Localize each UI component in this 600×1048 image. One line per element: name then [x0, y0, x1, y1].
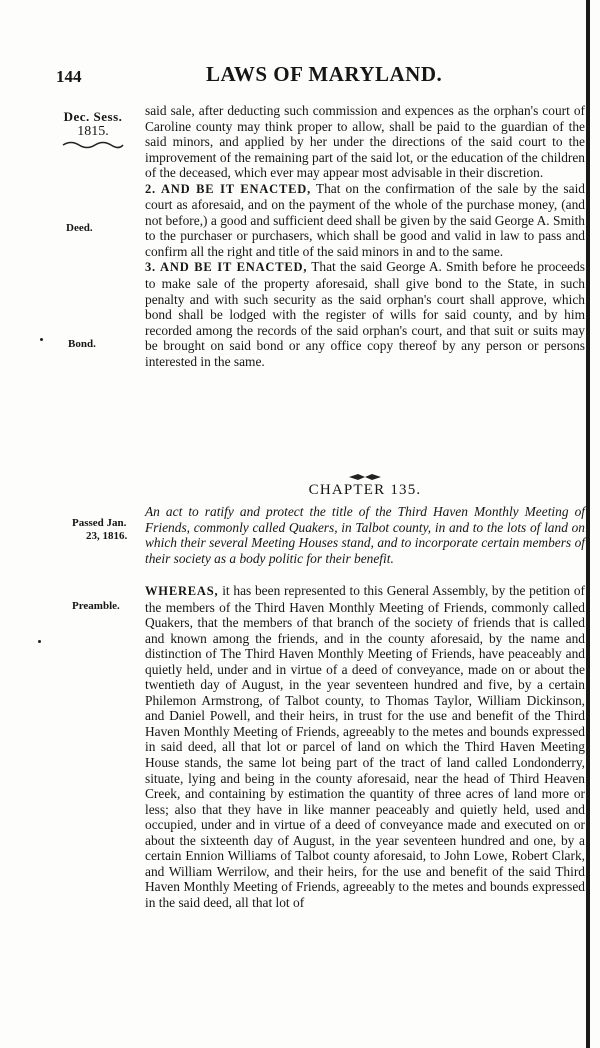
preamble-text: it has been represented to this General Assembly, by the petition of the members of the Third Haven Monthly Meeting of Friends, commonly called Quakers, that the members of that branch of the society of friends that is called and known among the friends, and in the county aforesaid, by the name and distinction of The Third Haven Monthly Meeting of Friends, have peaceably and quietly held, under and in virtue of a deed of conveyance, made on or about the twentieth day of August, in the year seventeen hundred and five, by a certain Philemon Armstrong, of Talbot county, to Thomas Taylor, William Dickinson, and Daniel Powell, and their heirs, in trust for the use and benefit of the Third Haven Monthly Meeting of Friends, agreeably to the metes and bounds expressed in said deed, all that lot or parcel of land on which the Third Haven Meeting House stands, the same lot being part of the tract of land called Londonderry, situate, lying and being in the county aforesaid, near the head of Third Heaven Creek, and containing by estimation the quantity of three acres of land more or less; also that they have in like manner peaceably and quietly held, used and occupied, under and in virtue of a deed of conveyance made and executed on or about the sixteenth day of August, in the year seventeen hundred and one, by a certain Ennion Williams of Talbot county aforesaid, to John Lowe, Robert Clark, and William Werrilow, and their heirs, for the use and benefit of the said Third Haven Monthly Meeting of Friends, agreeably to the metes and bounds expressed in the said deed, all that lot of [145, 583, 585, 910]
ink-speck [40, 338, 43, 341]
continuation-paragraph: said sale, after deducting such commission and expences as the orphan's court of Caroline county may think proper to allow, shall be paid to the guardian of the said minors, and applied by her under the directions of the said court to the improvement of the remaining part of the said lot, or the education of the children of the deceased, which ever may appear most advisable in their discretion. [145, 103, 585, 181]
page-number: 144 [56, 67, 82, 86]
passed-line2: 23, 1816. [86, 530, 128, 542]
margin-note-passed [72, 517, 156, 543]
page-header [56, 62, 586, 88]
margin-note-bond: Bond. [68, 338, 96, 350]
section-2-text: That on the confirmation of the sale by the said court as aforesaid, and on the payment of the whole of the purchase money, (and not before,) a good and sufficient deed shall be given by the said George A. Smith to the purchaser or purchasers, which shall be good and valid in law to pass and confirm all the right and title of the said minors in and to the same. [145, 180, 586, 259]
session-line2: 1815. [77, 124, 109, 139]
preamble-lead: WHEREAS, [145, 584, 219, 598]
margin-note-preamble: Preamble. [72, 600, 120, 612]
passed-line1: Passed Jan. [72, 517, 127, 529]
preamble-paragraph [145, 583, 585, 910]
act-title-text: An act to ratify and protect the title of the Third Haven Monthly Meeting of Friends, commonly called Quakers, in Talbot county, in and to the lots of land on which their several Meeting Houses stand, and to incorporate certain members of their society as a body politic for their benefit. [145, 504, 585, 566]
chapter-heading: CHAPTER 135. [308, 482, 422, 498]
section-2-paragraph [145, 181, 585, 260]
ink-speck [38, 640, 41, 643]
running-title: LAWS OF MARYLAND. [206, 62, 443, 86]
section-3-lead: 3. AND BE IT ENACTED, [145, 260, 308, 275]
ornament-icon [348, 472, 382, 482]
section-2-lead: 2. AND BE IT ENACTED, [145, 181, 312, 196]
act-title [145, 504, 585, 566]
margin-note-deed: Deed. [66, 222, 93, 234]
session-note [58, 110, 128, 150]
flourish-ornament [61, 140, 125, 150]
page-edge-rule [586, 0, 590, 1048]
body-text-lower [145, 583, 585, 910]
section-3-paragraph [145, 259, 585, 369]
body-text-upper [145, 103, 585, 369]
section-3-text: That the said George A. Smith before he proceeds to make sale of the property aforesaid, shall give bond to the State, in such penalty and with such security as the said orphan's court shall approve, which bond shall be lodged with the register of wills for said county, and by him recorded among the records of the said orphan's court, and that suit or suits may be brought on said bond or any office copy thereof by any person or persons interested in the same. [145, 259, 586, 369]
chapter-heading-block [145, 472, 585, 499]
session-line1: Dec. Sess. [63, 109, 123, 124]
